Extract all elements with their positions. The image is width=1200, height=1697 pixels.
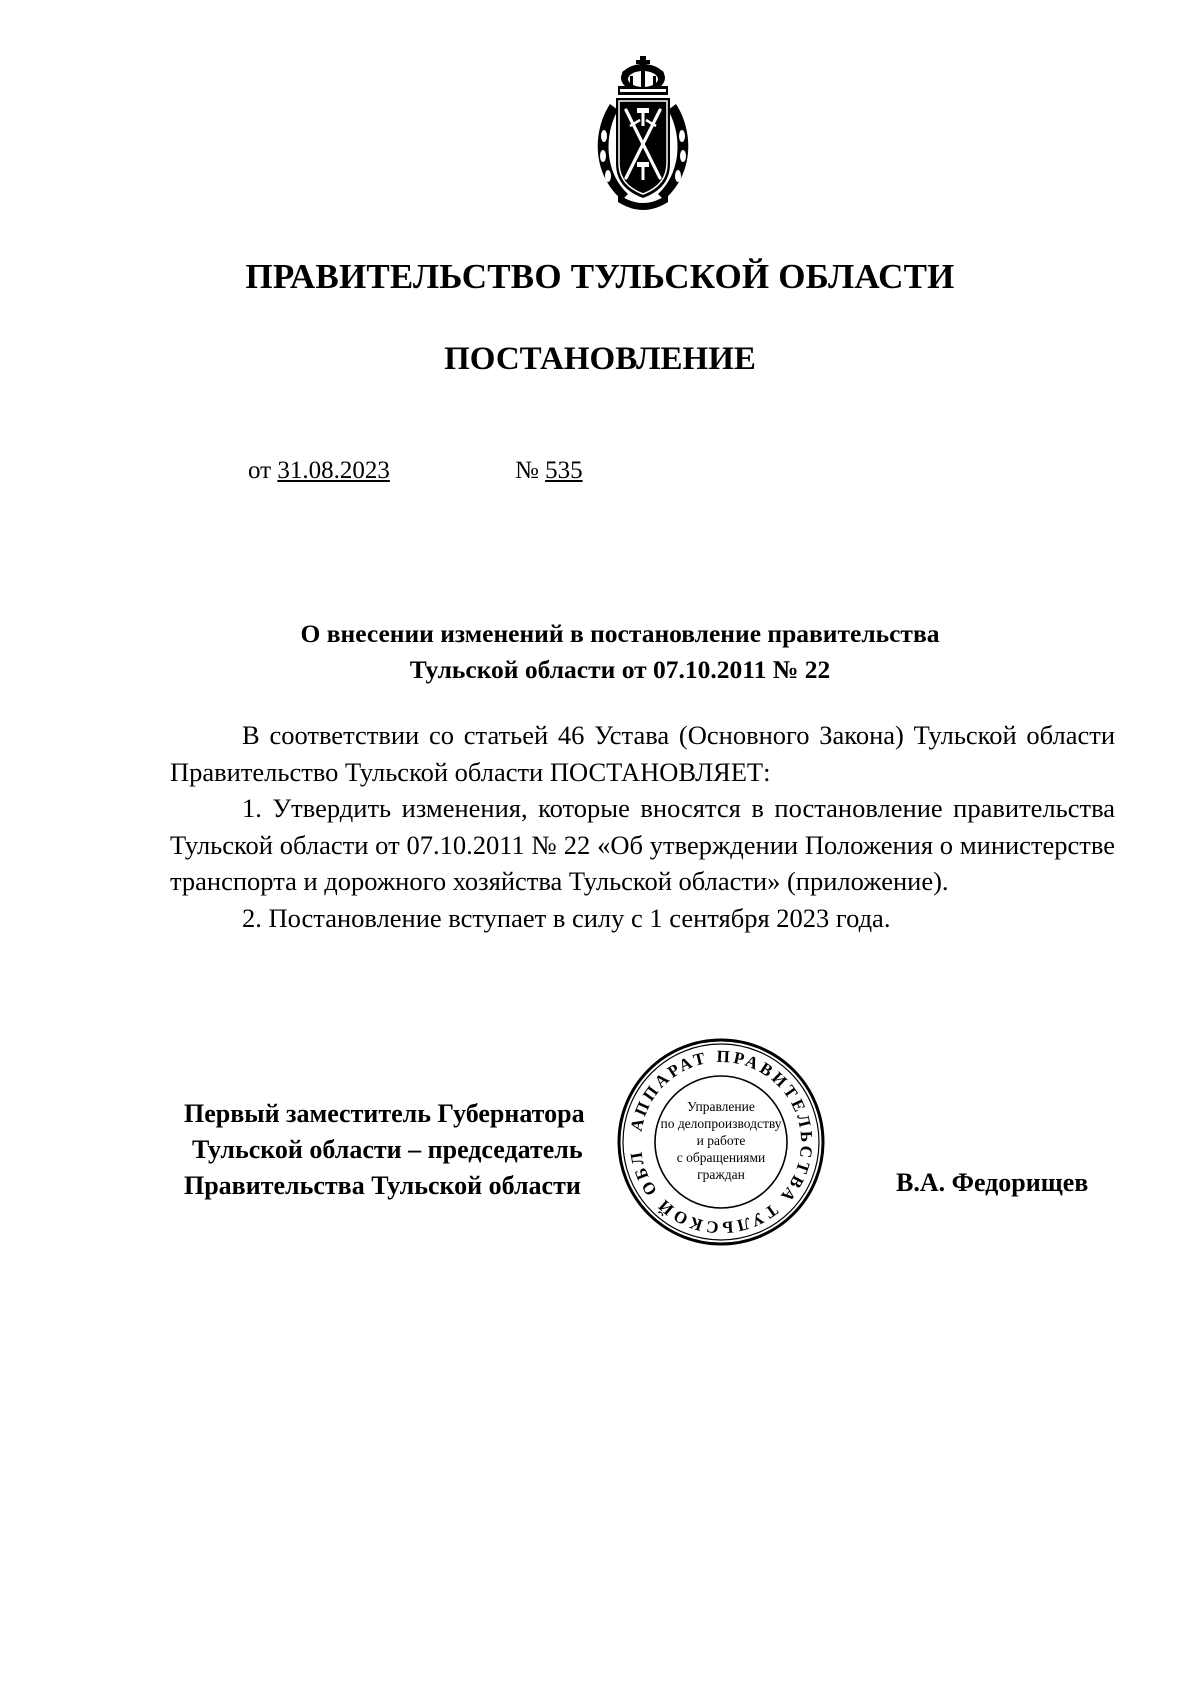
signatory-name: В.А. Федорищев xyxy=(896,1168,1089,1197)
document-subject xyxy=(170,616,1070,688)
stamp-inner-line-1: Управление xyxy=(687,1099,755,1114)
stamp-ring-text: АППАРАТ ПРАВИТЕЛЬСТВА ТУЛЬСКОЙ ОБЛ xyxy=(626,1046,817,1238)
document-date: 31.08.2023 xyxy=(277,457,390,484)
number-prefix: № xyxy=(515,457,539,484)
document-type-title: ПОСТАНОВЛЕНИЕ xyxy=(444,341,756,377)
position-line-3: Правительства Тульской области xyxy=(184,1171,581,1200)
preamble-paragraph: В соответствии со статьей 46 Устава (Основного Закона) Тульской области Правительство Тульской области ПОСТАНОВЛЯЕТ: xyxy=(170,720,1115,787)
stamp-inner-text xyxy=(645,1098,797,1183)
signatory-position xyxy=(184,1096,654,1204)
organization-title: ПРАВИТЕЛЬСТВО ТУЛЬСКОЙ ОБЛАСТИ xyxy=(245,257,955,296)
stamp-inner-line-4: с обращениями xyxy=(676,1150,766,1165)
position-line-1: Первый заместитель Губернатора xyxy=(184,1099,585,1128)
item-2-paragraph: 2. Постановление вступает в силу с 1 сентября 2023 года. xyxy=(242,902,891,933)
stamp-inner-line-5: граждан xyxy=(697,1167,745,1182)
document-body xyxy=(170,717,1115,936)
document-number: 535 xyxy=(545,457,583,484)
item-1-paragraph: 1. Утвердить изменения, которые вносятся в постановление правительства Тульской области от 07.10.2011 № 22 «Об утверждении Положения о министерстве транспорта и дорожного хозяйства Тульской области» (приложение). xyxy=(170,793,1115,896)
document-number-line xyxy=(515,457,583,485)
date-prefix: от xyxy=(248,457,272,484)
stamp-inner-line-2: по делопроизводству xyxy=(660,1116,782,1131)
document-date-line xyxy=(248,457,390,485)
subject-line-1: О внесении изменений в постановление правительства xyxy=(300,619,940,648)
position-line-2: Тульской области – председатель xyxy=(192,1135,583,1164)
coat-of-arms-icon xyxy=(588,52,698,210)
tula-coat-of-arms-icon xyxy=(588,52,698,210)
stamp-inner-line-3: и работе xyxy=(696,1133,746,1148)
subject-line-2: Тульской области от 07.10.2011 № 22 xyxy=(409,655,831,684)
